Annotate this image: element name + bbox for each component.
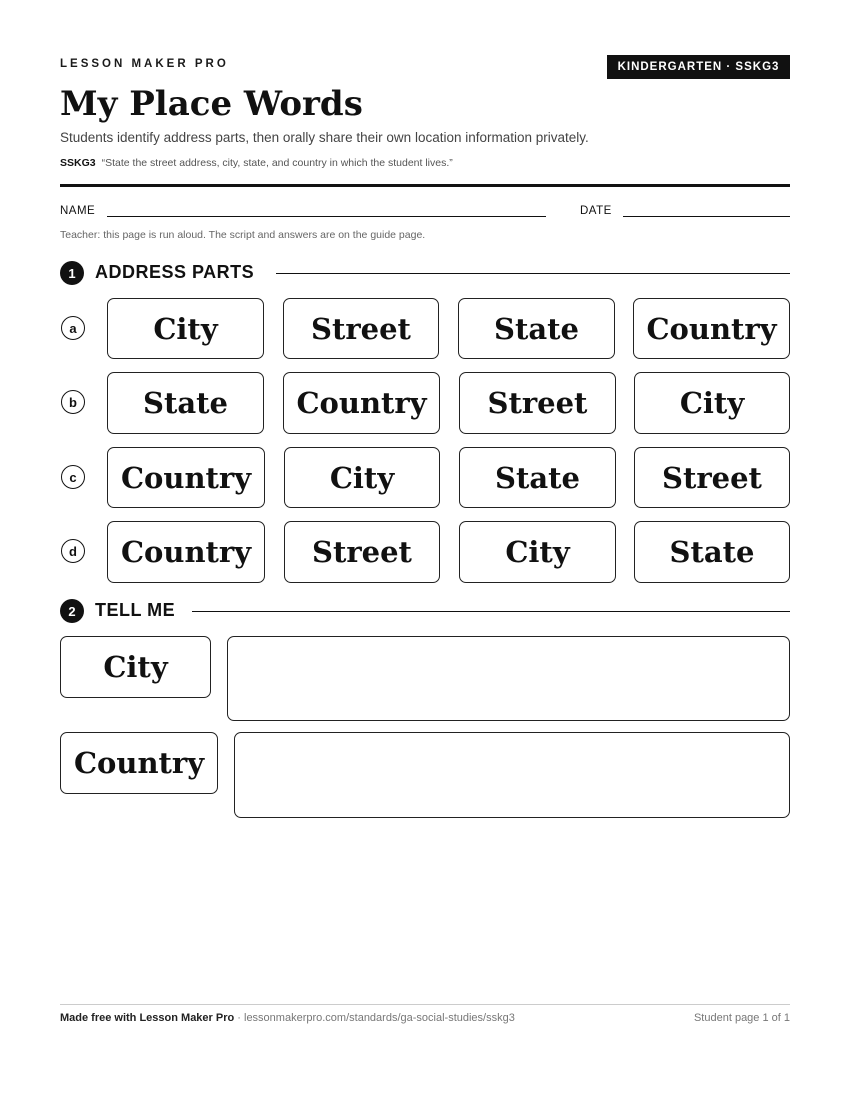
word-card[interactable]: Country	[633, 298, 790, 359]
word-card[interactable]: Country	[283, 372, 440, 434]
header-divider	[60, 184, 790, 187]
name-label: NAME	[60, 205, 96, 217]
word-card[interactable]: State	[459, 447, 616, 508]
footer-page-number: Student page 1 of 1	[693, 1012, 790, 1024]
name-field[interactable]	[107, 216, 546, 217]
section-2-number: 2	[60, 599, 84, 623]
tell-me-country-label: Country	[60, 732, 218, 794]
word-card[interactable]: City	[634, 372, 790, 434]
word-card[interactable]: City	[459, 521, 616, 583]
section-2-rule	[192, 611, 790, 612]
word-card[interactable]: State	[634, 521, 790, 583]
standard-line	[60, 157, 453, 169]
standard-text: “State the street address, city, state, and country in which the student lives.”	[101, 157, 453, 169]
country-answer-box[interactable]	[234, 732, 790, 818]
city-answer-box[interactable]	[227, 636, 790, 721]
page-subtitle: Students identify address parts, then orally share their own location information privately.	[60, 130, 589, 145]
date-label: DATE	[580, 205, 612, 217]
word-card[interactable]: City	[284, 447, 440, 508]
word-card[interactable]: Street	[283, 298, 439, 359]
word-card[interactable]: State	[458, 298, 615, 359]
row-c-letter: c	[61, 465, 85, 489]
word-card[interactable]: Street	[284, 521, 440, 583]
tell-me-city-label: City	[60, 636, 211, 698]
word-card[interactable]: Country	[107, 521, 265, 583]
word-card[interactable]: City	[107, 298, 264, 359]
row-b-letter: b	[61, 390, 85, 414]
date-field[interactable]	[623, 216, 790, 217]
word-card[interactable]: Street	[634, 447, 790, 508]
page-title: My Place Words	[60, 84, 363, 124]
word-card[interactable]: State	[107, 372, 264, 434]
word-card[interactable]: Country	[107, 447, 265, 508]
section-1-number: 1	[60, 261, 84, 285]
section-1-title: ADDRESS PARTS	[95, 262, 255, 282]
section-1-rule	[276, 273, 790, 274]
row-a-letter: a	[61, 316, 85, 340]
brand-name: LESSON MAKER PRO	[60, 58, 229, 70]
teacher-note: Teacher: this page is run aloud. The script and answers are on the guide page.	[60, 229, 426, 241]
footer-divider	[60, 1004, 790, 1005]
word-card[interactable]: Street	[459, 372, 616, 434]
row-d-letter: d	[61, 539, 85, 563]
footer-url[interactable]: · lessonmakerpro.com/standards/ga-social-studies/sskg3	[234, 1012, 515, 1024]
footer-credit	[60, 1012, 515, 1024]
standard-code: SSKG3	[60, 157, 96, 169]
footer-made-with: Made free with Lesson Maker Pro	[60, 1012, 235, 1024]
grade-standard-badge: KINDERGARTEN · SSKG3	[607, 55, 790, 79]
section-2-title: TELL ME	[95, 600, 176, 620]
